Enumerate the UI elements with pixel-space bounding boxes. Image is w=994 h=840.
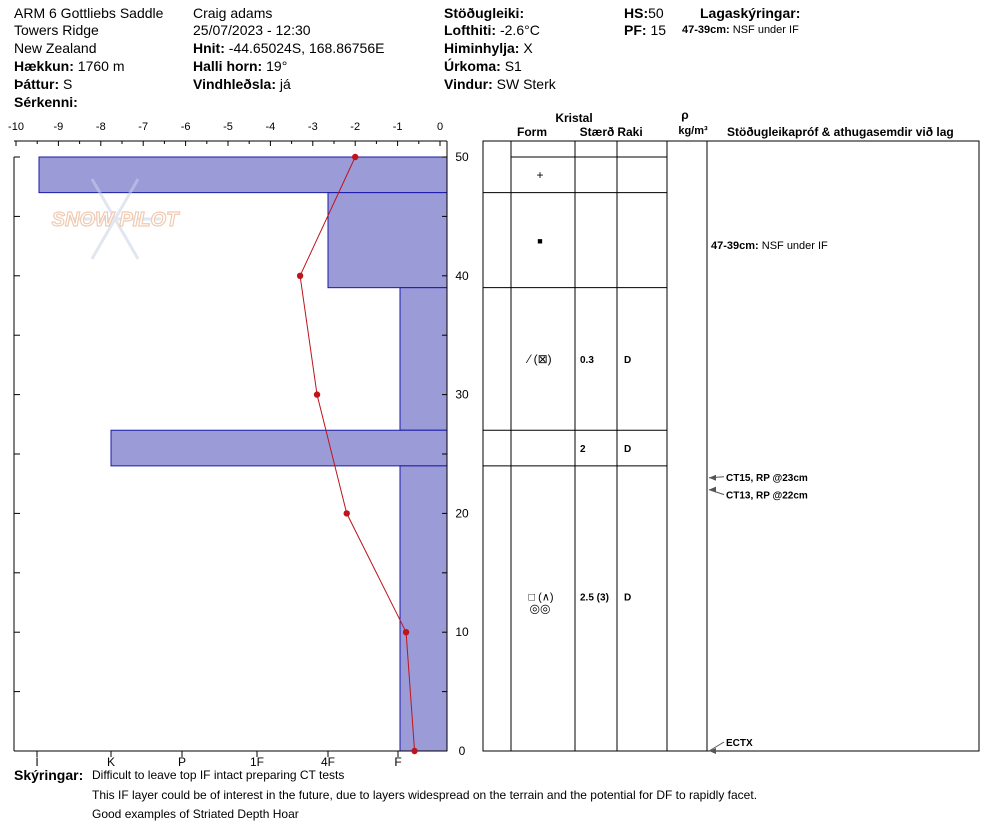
temperature-tick-label: 0 <box>436 121 444 133</box>
temperature-point <box>403 629 409 635</box>
depth-tick-label: 20 <box>455 506 469 521</box>
hardness-bar <box>400 466 447 751</box>
temperature-tick-label: -7 <box>138 121 149 133</box>
test-arrow-head <box>709 475 716 481</box>
aspect-value: S <box>63 76 73 92</box>
temperature-point <box>297 273 303 279</box>
crystal-size: 2 <box>580 444 586 456</box>
hardness-tick-label: F <box>394 755 402 769</box>
hardness-bar <box>111 430 447 466</box>
crystal-size: 0.3 <box>580 354 594 366</box>
stability-tests-header: Stöðugleikapróf & athugasemdir við lag <box>727 125 954 139</box>
temperature-tick-label: -8 <box>95 121 106 133</box>
site-name: ARM 6 Gottliebs Saddle <box>14 5 164 21</box>
wind-loading-value: já <box>279 76 291 92</box>
layer-note-text: NSF under IF <box>758 240 828 252</box>
coords-value: -44.65024S, 168.86756E <box>228 40 385 56</box>
crystal-form: ⁄ (⊠) <box>528 351 552 366</box>
wind-value: SW Sterk <box>496 76 556 92</box>
comment-line-1: Difficult to leave top IF intact preparing CT tests <box>92 768 345 782</box>
hardness-bar <box>39 157 447 193</box>
temperature-point <box>344 510 350 516</box>
wind-loading-label: Vindhleðsla: <box>193 76 276 92</box>
comments-label <box>14 766 83 784</box>
layer-note-range: 47-39cm: <box>711 240 759 252</box>
stability-test-label: CT15, RP @23cm <box>726 472 808 484</box>
layer-note-text: NSF under IF <box>732 24 799 36</box>
moisture-header: Raki <box>617 125 643 139</box>
comments-label-text: Skýringar: <box>14 767 84 783</box>
depth-tick-label: 10 <box>455 625 469 640</box>
sky-value: X <box>523 40 533 56</box>
layer-notes-title-text: Lagaskýringar: <box>700 5 801 21</box>
layer-note-range: 47-39cm: <box>682 24 730 36</box>
layer-note-in-table <box>711 240 828 252</box>
table-frame <box>483 141 979 751</box>
precip-label: Úrkoma: <box>444 58 501 74</box>
observation-datetime: 25/07/2023 - 12:30 <box>193 22 311 38</box>
temperature-tick-label: -4 <box>265 121 276 133</box>
stability-test-label: CT13, RP @22cm <box>726 490 808 502</box>
depth-tick-label: 40 <box>455 268 469 283</box>
temperature-tick-label: -6 <box>180 121 191 133</box>
crystal-moisture: D <box>624 444 632 456</box>
logo-text: SNOW PILOT <box>51 209 179 231</box>
form-header: Form <box>517 125 547 139</box>
observer-name: Craig adams <box>193 5 273 21</box>
temperature-tick-label: -1 <box>392 121 403 133</box>
size-header: Stærð <box>579 125 615 139</box>
wind-label: Vindur: <box>444 76 493 92</box>
comment-line-3: Good examples of Striated Depth Hoar <box>92 807 299 821</box>
depth-tick-label: 50 <box>455 150 469 164</box>
air-temp-value: -2.6°C <box>499 22 540 38</box>
depth-tick-label: 30 <box>455 387 469 402</box>
area-name: Towers Ridge <box>14 22 99 38</box>
hardness-tick-label: K <box>106 755 116 769</box>
stability-test-label: ECTX <box>726 738 753 749</box>
crystal-form: ◎◎ <box>529 601 551 616</box>
crystal-form: □ (∧) <box>528 591 554 604</box>
precip-value: S1 <box>504 58 522 74</box>
temperature-point <box>411 748 417 754</box>
coords-label: Hnit: <box>193 40 225 56</box>
temperature-point <box>352 154 358 160</box>
pf-label: PF: <box>624 22 647 38</box>
slope-label: Halli horn: <box>193 58 263 74</box>
crystal-header: Kristal <box>555 111 593 125</box>
test-arrow-head <box>709 487 716 493</box>
slope-value: 19° <box>266 58 288 74</box>
temperature-tick-label: -3 <box>307 121 318 133</box>
crystal-form: ■ <box>537 236 543 247</box>
hardness-bar <box>328 193 447 288</box>
air-temp-label: Lofthiti: <box>444 22 497 38</box>
hardness-tick-label: 1F <box>249 755 265 769</box>
hardness-bar <box>400 288 447 431</box>
features-label: Sérkenni: <box>14 94 78 110</box>
hardness-tick-label: I <box>35 755 39 769</box>
pf-value: 15 <box>650 22 667 38</box>
temperature-point <box>314 391 320 397</box>
hardness-tick-label: 4F <box>320 755 336 769</box>
elevation-label: Hækkun: <box>14 58 74 74</box>
depth-tick-label: 0 <box>458 744 466 758</box>
crystal-moisture: D <box>624 354 632 366</box>
crystal-moisture: D <box>624 592 632 604</box>
hardness-tick-label: P <box>177 755 187 769</box>
aspect-label: Þáttur: <box>14 76 60 92</box>
country-name: New Zealand <box>14 40 97 56</box>
test-arrow-line <box>709 742 724 751</box>
temperature-tick-label: -10 <box>8 121 24 133</box>
temperature-tick-label: -5 <box>223 121 233 133</box>
temperature-tick-label: -9 <box>53 121 64 133</box>
comment-line-2: This IF layer could be of interest in the future, due to layers widespread on the terrain and the potential for DF to rapidly facet. <box>92 788 758 802</box>
crystal-form: + <box>536 167 544 182</box>
density-unit: kg/m³ <box>678 125 708 137</box>
elevation-value: 1760 m <box>77 58 125 74</box>
crystal-size: 2.5 (3) <box>580 592 609 604</box>
hs-label: HS: <box>624 5 649 21</box>
stability-label: Stöðugleiki: <box>444 5 525 21</box>
sky-label: Himinhylja: <box>444 40 520 56</box>
temperature-tick-label: -2 <box>350 121 361 133</box>
hs-value: 50 <box>648 5 664 21</box>
density-symbol: ρ <box>681 108 689 122</box>
